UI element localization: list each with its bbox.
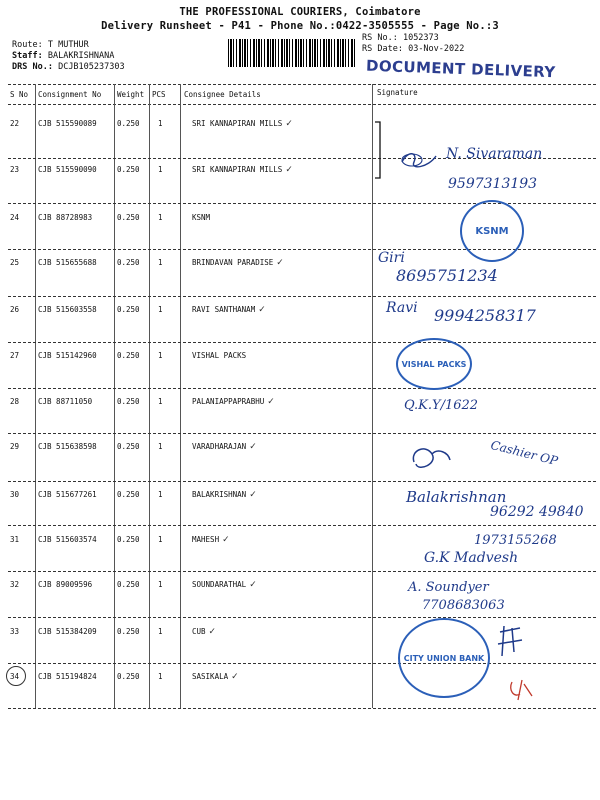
signature-row25: Giri [378,250,405,266]
phone-row31: 1973155268 [474,533,557,548]
col-divider [180,84,181,708]
circle-mark [6,666,26,686]
signature-scribble [398,148,442,172]
row-weight: 0.250 [117,490,140,499]
col-divider [149,84,150,708]
row-weight: 0.250 [117,351,140,360]
row-consignment-no: CJB 515194824 [38,672,97,681]
row-sno: 22 [10,119,20,128]
row-weight: 0.250 [117,165,140,174]
row-consignment-no: CJB 515384209 [38,627,97,636]
row-weight: 0.250 [117,442,140,451]
staff-label: Staff: [12,51,43,61]
drs-label: DRS No.: [12,62,53,72]
col-divider [35,84,36,708]
rs-no-label: RS No.: [362,33,398,43]
document-delivery-stamp: DOCUMENT DELIVERY [365,56,556,82]
col-consignee: Consignee Details [184,90,261,99]
rs-date-label: RS Date: [362,44,403,54]
row-weight: 0.250 [117,213,140,222]
row-divider [8,617,596,618]
barcode [228,39,356,67]
row-consignment-no: CJB 89009596 [38,580,93,589]
row-weight: 0.250 [117,397,140,406]
row-sno: 29 [10,442,20,451]
row-consignment-no: CJB 515603574 [38,535,97,544]
signature-row30: Balakrishnan [406,488,507,506]
row-sno: 32 [10,580,20,589]
row-pcs: 1 [158,535,163,544]
check-mark-icon: ✓ [222,535,230,545]
row-pcs: 1 [158,351,163,360]
ksnm-seal: KSNM [460,200,524,262]
row-weight: 0.250 [117,627,140,636]
row-consignee: CUB ✓ [192,627,217,637]
row-divider [8,525,596,526]
phone-row25: 8695751234 [396,266,498,285]
row-sno: 33 [10,627,20,636]
drs-value: DCJB105237303 [58,62,125,72]
row-sno: 24 [10,213,20,222]
row-consignee: SRI KANNAPIRAN MILLS ✓ [192,119,293,129]
row-consignment-no: CJB 515655688 [38,258,97,267]
row-divider [8,296,596,297]
row-pcs: 1 [158,672,163,681]
row-divider [8,433,596,434]
col-consignment: Consignment No [38,90,102,99]
row-pcs: 1 [158,305,163,314]
row-consignment-no: CJB 515590089 [38,119,97,128]
row-sno: 31 [10,535,20,544]
city-union-bank-seal: CITY UNION BANK [398,618,490,698]
row-consignment-no: CJB 515142960 [38,351,97,360]
row-consignment-no: CJB 515590090 [38,165,97,174]
row-consignment-no: CJB 88728983 [38,213,93,222]
row-divider [8,481,596,482]
row-weight: 0.250 [117,119,140,128]
row-consignment-no: CJB 88711050 [38,397,93,406]
row-consignee: KSNM [192,213,211,222]
signature-row32: A. Soundyer [408,580,489,595]
phone-row32: 7708683063 [422,598,505,613]
check-mark-icon: ✓ [249,442,257,452]
phone-row26: 9994258317 [434,306,536,325]
row-pcs: 1 [158,397,163,406]
row-consignment-no: CJB 515603558 [38,305,97,314]
row-pcs: 1 [158,165,163,174]
row-consignee: VISHAL PACKS [192,351,247,360]
row-consignment-no: CJB 515677261 [38,490,97,499]
row-consignee: BALAKRISHNAN ✓ [192,490,257,500]
staff-value: BALAKRISHNANA [47,51,115,61]
check-mark-icon: ✓ [231,672,239,682]
signature-scribble [408,442,454,478]
row-consignee: SOUNDARATHAL ✓ [192,580,257,590]
header-bottom-rule [8,104,596,105]
signature-row28: Q.K.Y/1622 [404,398,479,413]
rs-no-value: 1052373 [402,33,439,43]
row-divider [8,663,596,664]
check-mark-icon: ✓ [285,119,293,129]
row-sno: 34 [10,672,20,681]
rs-date-line [362,44,464,56]
row-sno: 23 [10,165,20,174]
row-divider [8,388,596,389]
runsheet-title: Delivery Runsheet - P41 - Phone No.:0422-3505555 - Page No.:3 [101,20,499,32]
row-weight: 0.250 [117,580,140,589]
bracket-mark [373,120,383,180]
row-consignee: RAVI SANTHANAM ✓ [192,305,266,315]
row-consignee: SASIKALA ✓ [192,672,239,682]
row-divider [8,571,596,572]
row-sno: 27 [10,351,20,360]
drs-line [12,62,125,74]
company-title: THE PROFESSIONAL COURIERS, Coimbatore [179,6,421,18]
phone-row23: 9597313193 [448,176,538,192]
check-mark-icon: ✓ [267,397,275,407]
signature-row26: Ravi [386,300,418,316]
row-pcs: 1 [158,580,163,589]
row-weight: 0.250 [117,535,140,544]
row-weight: 0.250 [117,672,140,681]
signature-row23: N. Sivaraman [446,146,543,162]
signature-row31: G.K Madvesh [424,550,519,566]
col-weight: Weight [117,90,145,99]
staff-line [12,51,114,63]
row-weight: 0.250 [117,305,140,314]
check-mark-icon: ✓ [258,305,266,315]
phone-row30: 96292 49840 [490,504,584,520]
col-divider [114,84,115,708]
rs-date-value: 03-Nov-2022 [408,44,465,54]
row-sno: 28 [10,397,20,406]
row-pcs: 1 [158,258,163,267]
row-consignee: PALANIAPPAPRABHU ✓ [192,397,275,407]
row-sno: 30 [10,490,20,499]
row-consignee: VARADHARAJAN ✓ [192,442,257,452]
rs-no-line [362,33,439,45]
row-pcs: 1 [158,442,163,451]
row-sno: 26 [10,305,20,314]
row-consignee: BRINDAVAN PARADISE ✓ [192,258,284,268]
header-top-rule [8,84,596,85]
col-sno: S No [10,90,29,99]
check-mark-icon: ✓ [249,580,257,590]
row-pcs: 1 [158,213,163,222]
vishal-packs-seal: VISHAL PACKS [396,338,472,390]
row-consignee: SRI KANNAPIRAN MILLS ✓ [192,165,293,175]
signature-scribble [494,622,528,662]
check-mark-icon: ✓ [276,258,284,268]
check-mark-icon: ✓ [249,490,257,500]
route-label: Route: [12,40,43,50]
check-mark-icon: ✓ [285,165,293,175]
row-consignee: MAHESH ✓ [192,535,230,545]
row-weight: 0.250 [117,258,140,267]
red-mark [506,674,536,702]
route-value: T MUTHUR [47,40,89,50]
row-consignment-no: CJB 515638598 [38,442,97,451]
row-pcs: 1 [158,119,163,128]
route-line [12,40,89,52]
row-sno: 25 [10,258,20,267]
signature-row29: Cashier OP [489,437,560,469]
row-pcs: 1 [158,490,163,499]
row-divider [8,708,596,709]
row-divider [8,342,596,343]
col-signature: Signature [377,88,418,97]
row-pcs: 1 [158,627,163,636]
col-pcs: PCS [152,90,166,99]
check-mark-icon: ✓ [208,627,217,637]
